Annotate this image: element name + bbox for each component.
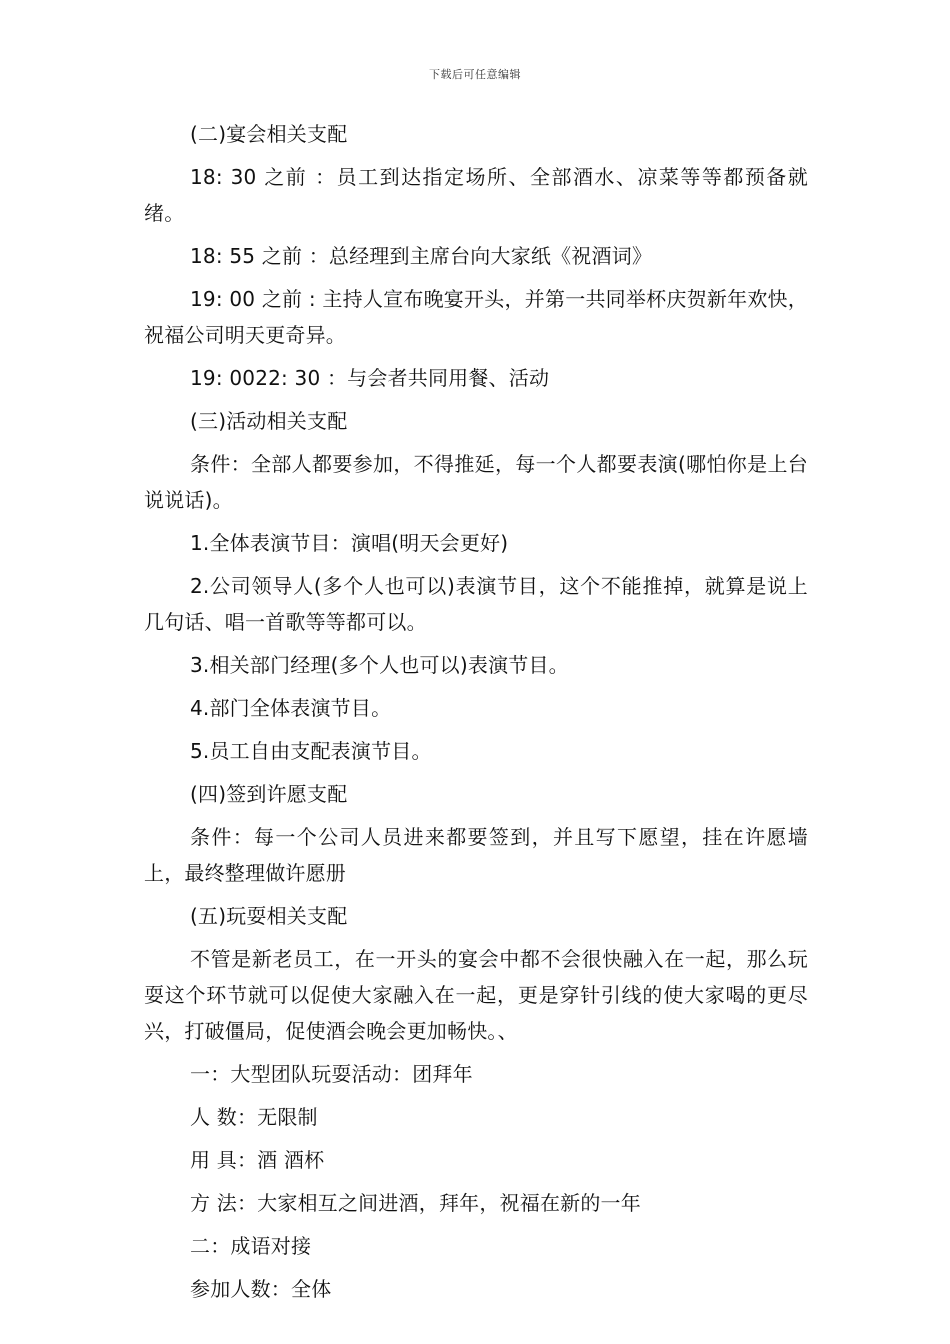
list-item: 5.员工自由支配表演节目。 xyxy=(190,739,432,763)
list-item: 4.部门全体表演节目。 xyxy=(190,696,392,720)
section-heading-activities: (三)活动相关支配 xyxy=(190,409,348,433)
schedule-item: 19: 00 之前 : 主持人宣布晚宴开头，并第一共同举杯庆贺新年欢快，祝福公司明天更奇异。 xyxy=(144,287,808,347)
schedule-item: 18: 55 之前 ：总经理到主席台向大家纸《祝酒词》 xyxy=(190,244,653,268)
schedule-item: 19: 0022: 30 ：与会者共同用餐、活动 xyxy=(190,366,550,390)
list-item: 2.公司领导人(多个人也可以)表演节目，这个不能推掉，就算是说上几句话、唱一首歌等等都可以。 xyxy=(144,574,808,634)
schedule-item: 18: 30 之前 ：员工到达指定场所、全部酒水、凉菜等等都预备就绪。 xyxy=(144,165,808,225)
paragraph: 不管是新老员工，在一开头的宴会中都不会很快融入在一起，那么玩耍这个环节就可以促使大家融入在一起，更是穿针引线的使大家喝的更尽兴，打破僵局，促使酒会晚会更加畅快。、 xyxy=(144,947,808,1043)
list-item: 1.全体表演节目：演唱(明天会更好) xyxy=(190,531,509,555)
section-heading-banquet: (二)宴会相关支配 xyxy=(190,122,348,146)
paragraph: 条件：全部人都要参加，不得推延，每一个人都要表演(哪怕你是上台说说话)。 xyxy=(144,452,808,512)
page-header: 下载后可任意编辑 xyxy=(429,68,521,81)
paragraph: 人 数：无限制 xyxy=(190,1105,318,1129)
list-item: 3.相关部门经理(多个人也可以)表演节目。 xyxy=(190,653,569,677)
paragraph: 一：大型团队玩耍活动：团拜年 xyxy=(190,1062,473,1086)
document-body xyxy=(144,116,808,1314)
paragraph: 参加人数：全体 xyxy=(190,1277,332,1301)
section-heading-games: (五)玩耍相关支配 xyxy=(190,904,348,928)
paragraph: 用 具：酒 酒杯 xyxy=(190,1148,325,1172)
paragraph: 条件：每一个公司人员进来都要签到，并且写下愿望，挂在许愿墙上，最终整理做许愿册 xyxy=(144,825,808,885)
section-heading-signin: (四)签到许愿支配 xyxy=(190,782,348,806)
paragraph: 方 法：大家相互之间进酒，拜年，祝福在新的一年 xyxy=(190,1191,641,1215)
paragraph: 二：成语对接 xyxy=(190,1234,312,1258)
